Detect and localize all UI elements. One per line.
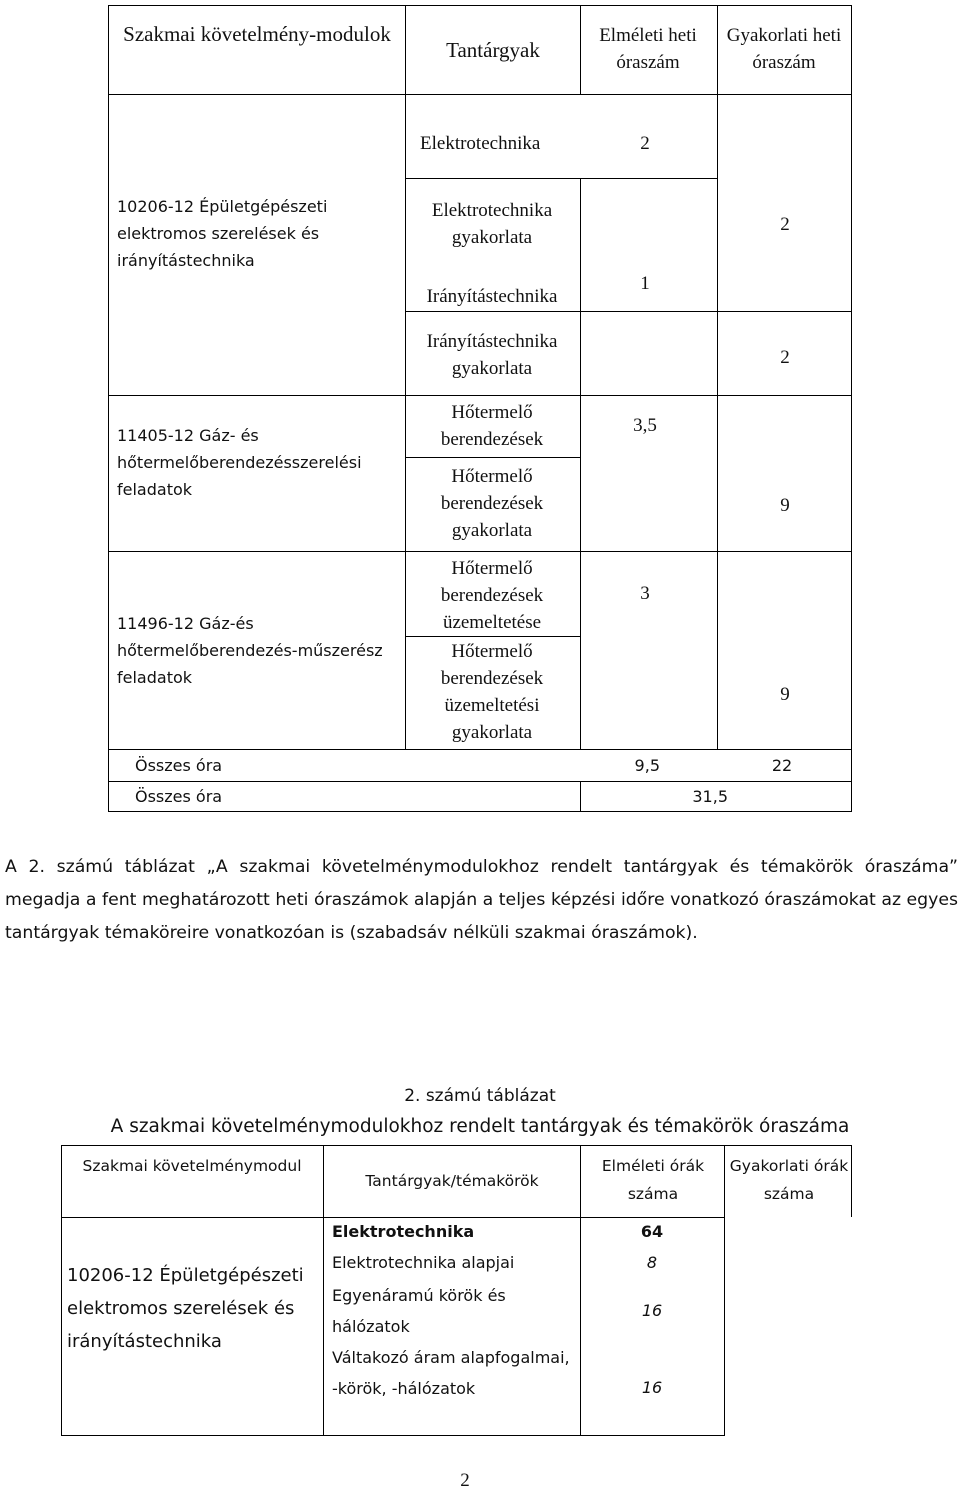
t2-topic: Egyenáramú körök és hálózatok — [332, 1286, 506, 1336]
subject-hotermelo-uzemeltetesi-gyakorlata: Hőtermelő berendezések üzemeltetési gyakorlata — [440, 641, 544, 743]
subject-hotermelo-berendezesek-gyakorlata: Hőtermelő berendezések gyakorlata — [440, 466, 544, 541]
practice-value: 2 — [780, 214, 790, 235]
grand-total: 31,5 — [692, 787, 728, 806]
practice-value: 2 — [780, 347, 790, 368]
module-10206-12: 10206-12 Épületgépészeti elektromos szerelések és irányítástechnika — [117, 197, 328, 270]
practice-value: 9 — [780, 495, 790, 516]
theory-value: 1 — [640, 273, 650, 294]
total-practice: 22 — [771, 756, 793, 775]
subject-iranyitastechnika: Irányítástechnika — [426, 286, 558, 307]
subject-iranyitastechnika-gyakorlata: Irányítástechnika gyakorlata — [426, 331, 558, 379]
t2-hours: 16 — [641, 1301, 663, 1320]
t2-module-10206-12: 10206-12 Épületgépészeti elektromos szerelések és irányítástechnika — [67, 1265, 304, 1352]
t2-hours: 64 — [640, 1222, 664, 1241]
header-theory: Elméleti heti óraszám — [599, 25, 697, 73]
t2-hours: 8 — [646, 1253, 658, 1272]
t2-header-subjects: Tantárgyak/témakörök — [365, 1172, 539, 1190]
header-subjects: Tantárgyak — [446, 38, 540, 62]
subject-hotermelo-berendezesek: Hőtermelő berendezések — [440, 402, 544, 450]
header-modules: Szakmai követelmény-modulok — [123, 22, 391, 46]
t2-topic: Elektrotechnika — [332, 1222, 475, 1241]
t2-topic: Elektrotechnika alapjai — [332, 1253, 515, 1272]
practice-value: 9 — [780, 684, 790, 705]
total-theory: 9,5 — [634, 756, 660, 775]
table-2-caption: 2. számú táblázat — [404, 1086, 556, 1106]
total-label: Összes óra — [135, 756, 223, 775]
subject-elektrotechnika: Elektrotechnika — [420, 133, 541, 154]
page-number: 2 — [460, 1470, 470, 1491]
t2-header-practice: Gyakorlati órák száma — [729, 1157, 849, 1203]
module-11405-12: 11405-12 Gáz- és hőtermelőberendezésszerelési feladatok — [117, 426, 362, 499]
header-practice: Gyakorlati heti óraszám — [726, 25, 842, 73]
table-2-title: A szakmai követelménymodulokhoz rendelt tantárgyak és témakörök óraszáma — [110, 1116, 850, 1137]
body-paragraph: A 2. számú táblázat „A szakmai követelménymodulokhoz rendelt tantárgyak és témakörök óraszáma” megadja a fent meghatározott heti óraszámok alapján a teljes képzési időre vonatkozó óraszámokat az egyes tantárgyak témaköreire vonatkozóan is (szabadsáv nélküli szakmai óraszámok). — [5, 857, 958, 943]
subject-hotermelo-uzemeltetese: Hőtermelő berendezések üzemeltetése — [440, 558, 544, 633]
t2-header-theory: Elméleti órák száma — [601, 1157, 705, 1203]
theory-value: 3 — [640, 583, 650, 604]
t2-header-module: Szakmai követelménymodul — [82, 1157, 302, 1175]
t2-topic: Váltakozó áram alapfogalmai, -körök, -hálózatok — [332, 1348, 570, 1398]
module-11496-12: 11496-12 Gáz-és hőtermelőberendezés-műszerész feladatok — [117, 614, 383, 687]
grand-total-label: Összes óra — [135, 787, 223, 806]
t2-hours: 16 — [641, 1378, 663, 1397]
theory-value: 3,5 — [633, 415, 657, 436]
theory-value: 2 — [640, 133, 650, 154]
subject-elektrotechnika-gyakorlata: Elektrotechnika gyakorlata — [431, 200, 553, 248]
